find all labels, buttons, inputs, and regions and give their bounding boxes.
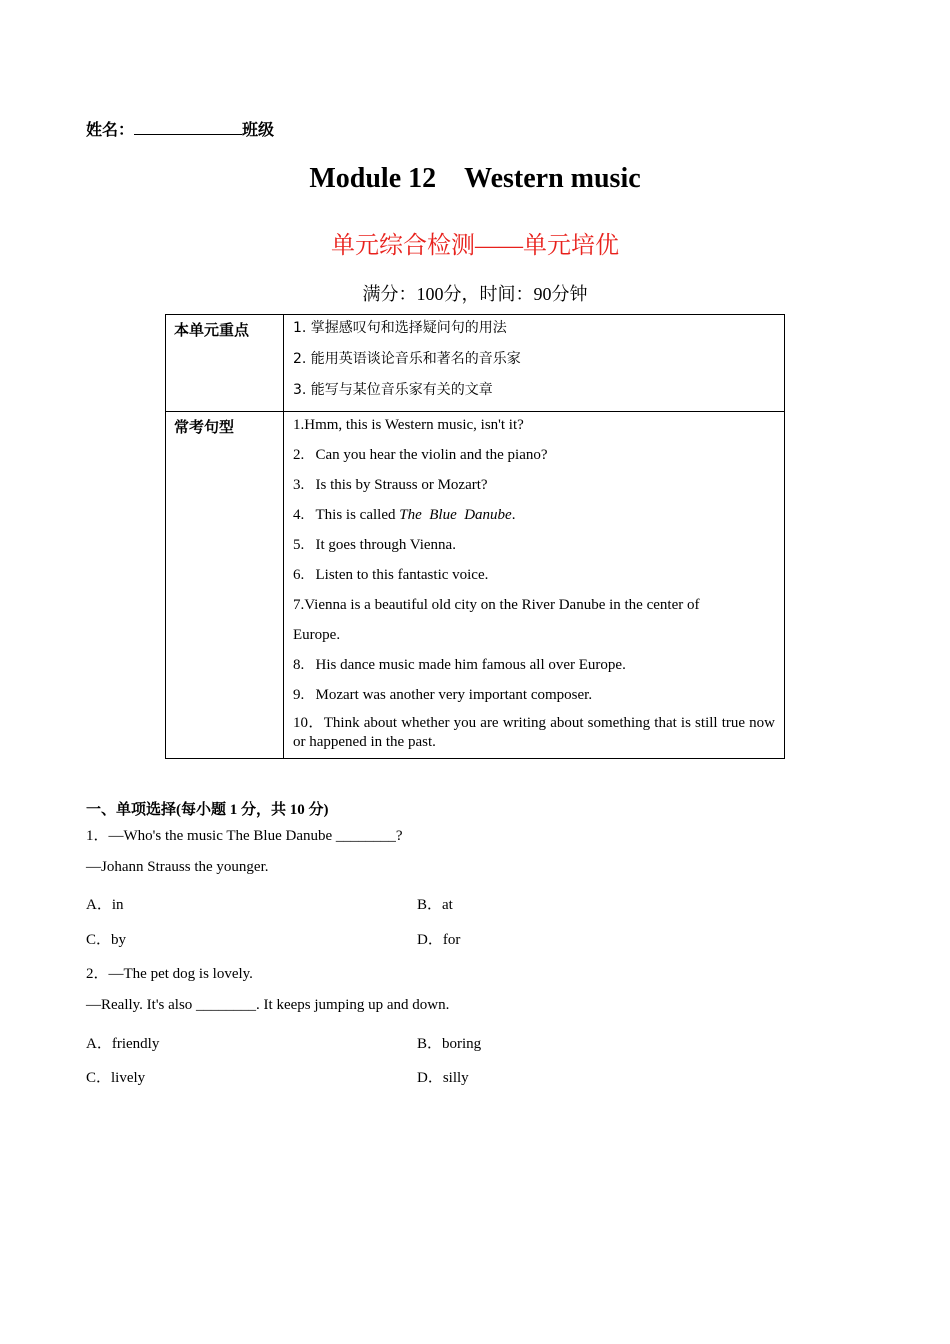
unit-info-table <box>165 314 785 759</box>
sentence-item: 1.Hmm, this is Western music, isn't it? <box>293 417 524 433</box>
option-a[interactable]: A．in <box>86 897 124 913</box>
option-d[interactable]: D．for <box>417 932 461 948</box>
option-c[interactable]: C．lively <box>86 1070 146 1086</box>
sentences-list <box>284 412 785 759</box>
class-label: 班级 <box>242 122 275 139</box>
sentence-item: Europe. <box>293 627 341 643</box>
sentence-text: 4. This is called <box>293 507 400 523</box>
key-point-item: 2. 能用英语谈论音乐和著名的音乐家 <box>293 351 521 367</box>
page-subtitle: 单元综合检测——单元培优 <box>331 233 619 259</box>
sentence-item: 8. His dance music made him famous all over Europe. <box>293 657 626 673</box>
sentence-item: 9. Mozart was another very important composer. <box>293 687 593 703</box>
key-point-item: 1. 掌握感叹句和选择疑问句的用法 <box>293 320 507 336</box>
name-blank[interactable] <box>134 120 242 135</box>
option-b[interactable]: B．boring <box>417 1036 482 1052</box>
name-class-line <box>86 117 274 140</box>
sentence-item: 7.Vienna is a beautiful old city on the River Danube in the center of <box>293 597 700 613</box>
key-points-list <box>284 315 785 412</box>
sentences-label: 常考句型 <box>166 412 284 759</box>
sentence-item: 2. Can you hear the violin and the piano? <box>293 447 548 463</box>
option-b[interactable]: B．at <box>417 897 453 913</box>
key-points-label: 本单元重点 <box>166 315 284 412</box>
sentence-item: 3. Is this by Strauss or Mozart? <box>293 477 488 493</box>
sentence-item <box>293 504 775 534</box>
sentence-italic-title: The Blue Danube <box>399 507 512 523</box>
name-label: 姓名： <box>86 122 135 139</box>
sentences-row <box>166 412 785 759</box>
option-c[interactable]: C．by <box>86 932 127 948</box>
sentence-period: . <box>511 507 516 523</box>
option-a[interactable]: A．friendly <box>86 1036 160 1052</box>
section-heading: 一、单项选择(每小题 1 分，共 10 分) <box>86 802 329 818</box>
page-title: Module 12 Western music <box>309 163 641 194</box>
key-points-row <box>166 315 785 412</box>
sentence-item: 5. It goes through Vienna. <box>293 537 456 553</box>
question-answer-line: —Really. It's also ________. It keeps jumping up and down. <box>86 997 450 1013</box>
question-stem: 1．—Who's the music The Blue Danube ________? <box>86 828 403 844</box>
sentence-item: 10．Think about whether you are writing about something that is still true now or happened in the past. <box>293 715 775 750</box>
score-time-line: 满分：100分，时间：90分钟 <box>362 284 588 304</box>
sentence-item: 6. Listen to this fantastic voice. <box>293 567 489 583</box>
option-d[interactable]: D．silly <box>417 1070 469 1086</box>
question-answer-line: —Johann Strauss the younger. <box>86 859 269 875</box>
question-stem: 2．—The pet dog is lovely. <box>86 966 253 982</box>
key-point-item: 3. 能写与某位音乐家有关的文章 <box>293 382 493 398</box>
